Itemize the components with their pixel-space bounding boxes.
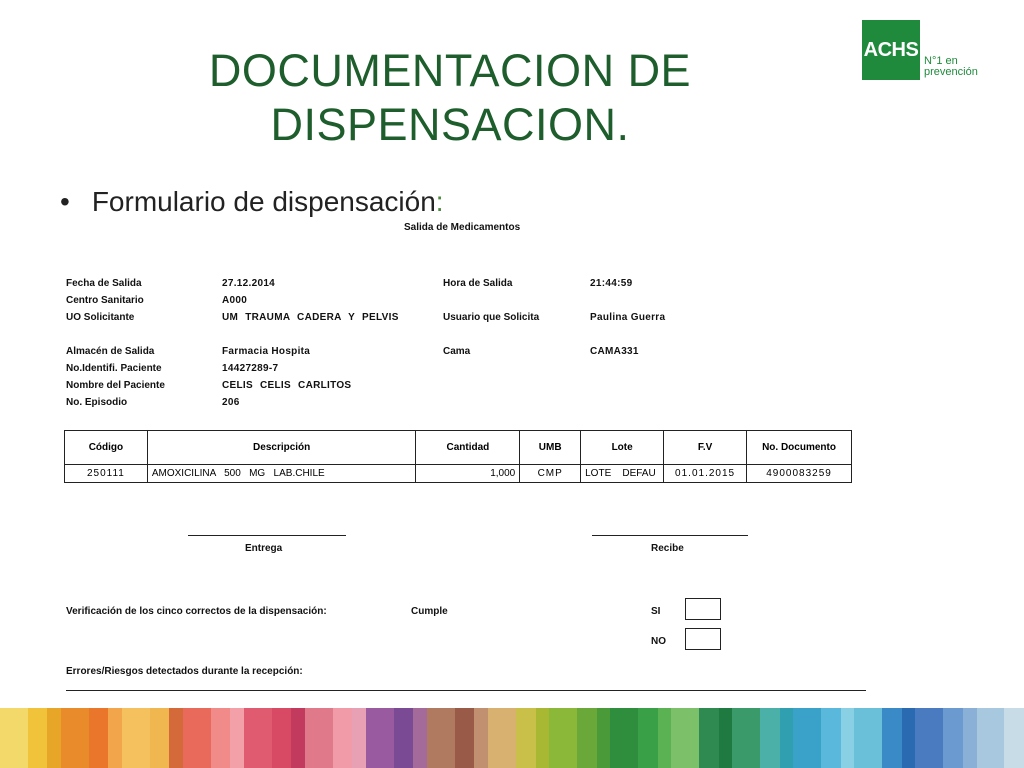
logo-tagline-line-1: N°1 en <box>924 55 958 67</box>
no-label: NO <box>651 636 666 647</box>
footer-stripe <box>488 708 516 768</box>
footer-color-stripes <box>0 708 1024 768</box>
footer-stripe <box>658 708 672 768</box>
noid-label: No.Identifi. Paciente <box>66 363 162 374</box>
footer-stripe <box>597 708 611 768</box>
achs-logo <box>862 20 982 80</box>
fecha-value: 27.12.2014 <box>222 278 276 289</box>
cell-umb: CMP <box>520 465 581 483</box>
footer-stripe <box>793 708 821 768</box>
footer-stripe <box>732 708 760 768</box>
footer-stripe <box>352 708 366 768</box>
col-header-descripcion: Descripción <box>147 431 416 465</box>
recibe-signature-line <box>592 535 748 536</box>
footer-stripe <box>211 708 231 768</box>
cell-no-documento: 4900083259 <box>747 465 852 483</box>
hora-label: Hora de Salida <box>443 278 513 289</box>
slide-title-line-1: DOCUMENTACION DE <box>208 45 692 96</box>
cama-value: CAMA331 <box>590 346 639 357</box>
footer-stripe <box>272 708 292 768</box>
footer-stripe <box>394 708 414 768</box>
achs-logo-tagline <box>924 56 984 78</box>
slide-title-line-2: DISPENSACION. <box>270 99 630 150</box>
footer-stripe <box>577 708 597 768</box>
footer-stripe <box>333 708 353 768</box>
entrega-signature-line <box>188 535 346 536</box>
footer-stripe <box>915 708 943 768</box>
footer-stripe <box>28 708 48 768</box>
footer-stripe <box>0 708 28 768</box>
col-header-fv: F.V <box>664 431 747 465</box>
episodio-value: 206 <box>222 397 240 408</box>
cell-codigo: 250111 <box>65 465 148 483</box>
si-checkbox[interactable] <box>685 598 721 620</box>
footer-stripe <box>854 708 882 768</box>
logo-tagline-line-2: prevención <box>924 66 978 78</box>
footer-stripe <box>760 708 780 768</box>
almacen-value: Farmacia Hospita <box>222 346 311 357</box>
cell-cantidad: 1,000 <box>416 465 520 483</box>
footer-stripe <box>671 708 699 768</box>
uo-value: UM TRAUMA CADERA Y PELVIS <box>222 312 399 323</box>
verification-label: Verificación de los cinco correctos de la dispensación: <box>66 606 327 617</box>
cell-lote: LOTE DEFAU <box>581 465 664 483</box>
si-label: SI <box>651 606 661 617</box>
footer-stripe <box>943 708 963 768</box>
footer-stripe <box>183 708 211 768</box>
cumple-label: Cumple <box>411 606 448 617</box>
bullet-colon: : <box>435 186 444 217</box>
col-header-lote: Lote <box>581 431 664 465</box>
footer-stripe <box>963 708 977 768</box>
table-row <box>65 465 852 483</box>
hora-value: 21:44:59 <box>590 278 633 289</box>
bullet-dot: • <box>60 186 70 217</box>
footer-stripe <box>841 708 855 768</box>
footer-stripe <box>977 708 1005 768</box>
footer-stripe <box>230 708 244 768</box>
entrega-label: Entrega <box>245 543 283 554</box>
nombre-value: CELIS CELIS CARLITOS <box>222 380 352 391</box>
footer-stripe <box>413 708 427 768</box>
footer-stripe <box>366 708 394 768</box>
footer-stripe <box>150 708 170 768</box>
footer-stripe <box>536 708 550 768</box>
bullet-text: Formulario de dispensación <box>91 186 436 217</box>
form-heading: Salida de Medicamentos <box>404 222 521 233</box>
footer-stripe <box>305 708 333 768</box>
cell-descripcion: AMOXICILINA 500 MG LAB.CHILE <box>147 465 416 483</box>
usuario-value: Paulina Guerra <box>590 312 666 323</box>
slide-title <box>160 44 740 152</box>
footer-stripe <box>244 708 272 768</box>
footer-stripe <box>610 708 638 768</box>
footer-stripe <box>719 708 733 768</box>
footer-stripe <box>516 708 536 768</box>
no-checkbox[interactable] <box>685 628 721 650</box>
footer-stripe <box>882 708 902 768</box>
footer-stripe <box>821 708 841 768</box>
col-header-cantidad: Cantidad <box>416 431 520 465</box>
table-header-row <box>65 431 852 465</box>
almacen-label: Almacén de Salida <box>66 346 155 357</box>
recibe-label: Recibe <box>651 543 684 554</box>
footer-stripe <box>291 708 305 768</box>
footer-stripe <box>474 708 488 768</box>
footer-stripe <box>780 708 794 768</box>
footer-stripe <box>169 708 183 768</box>
col-header-codigo: Código <box>65 431 148 465</box>
errors-label: Errores/Riesgos detectados durante la recepción: <box>66 666 303 677</box>
footer-stripe <box>122 708 150 768</box>
achs-logo-mark: ACHS <box>862 20 920 80</box>
errors-line <box>66 690 866 691</box>
centro-value: A000 <box>222 295 248 306</box>
footer-stripe <box>61 708 89 768</box>
footer-stripe <box>902 708 916 768</box>
footer-stripe <box>1004 708 1024 768</box>
episodio-label: No. Episodio <box>66 397 128 408</box>
usuario-label: Usuario que Solicita <box>443 312 540 323</box>
centro-label: Centro Sanitario <box>66 295 144 306</box>
noid-value: 14427289-7 <box>222 363 279 374</box>
footer-stripe <box>638 708 658 768</box>
footer-stripe <box>89 708 109 768</box>
footer-stripe <box>455 708 475 768</box>
cama-label: Cama <box>443 346 471 357</box>
footer-stripe <box>699 708 719 768</box>
medication-table <box>64 430 852 483</box>
cell-fv: 01.01.2015 <box>664 465 747 483</box>
nombre-label: Nombre del Paciente <box>66 380 165 391</box>
bullet-item <box>60 186 444 220</box>
footer-stripe <box>108 708 122 768</box>
fecha-label: Fecha de Salida <box>66 278 142 289</box>
footer-stripe <box>47 708 61 768</box>
uo-label: UO Solicitante <box>66 312 135 323</box>
col-header-umb: UMB <box>520 431 581 465</box>
footer-stripe <box>427 708 455 768</box>
col-header-no-documento: No. Documento <box>747 431 852 465</box>
footer-stripe <box>549 708 577 768</box>
